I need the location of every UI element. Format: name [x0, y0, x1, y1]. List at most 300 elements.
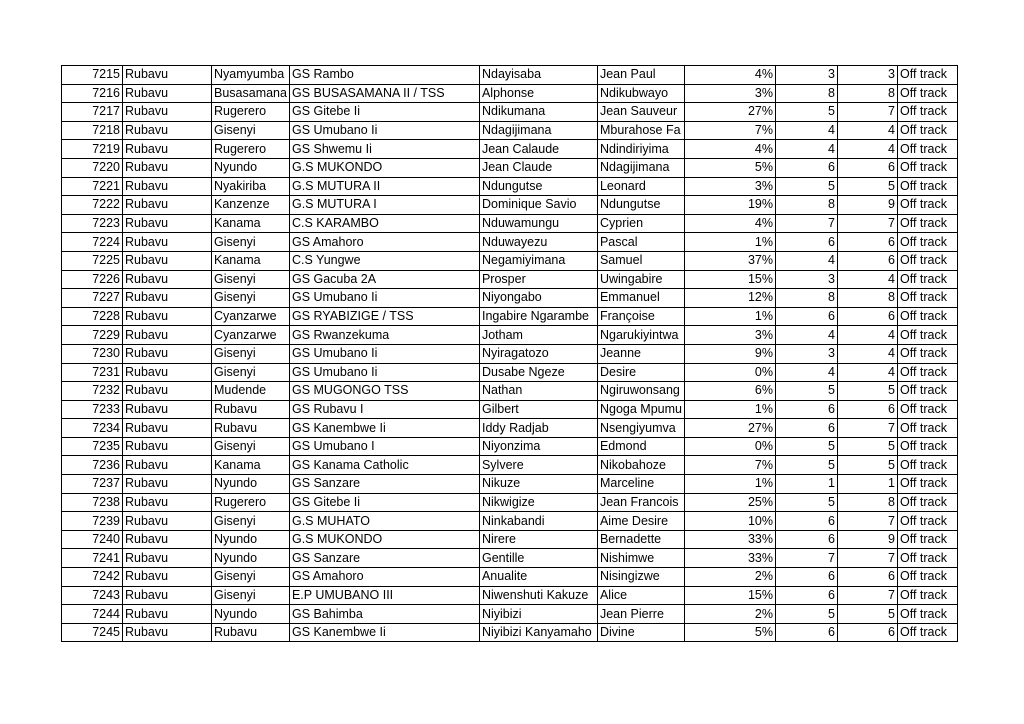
cell-first-name: Alphonse [479, 84, 597, 103]
cell-first-name: Nirere [479, 530, 597, 549]
cell-school: GS Umubano Ii [289, 289, 479, 308]
cell-sector: Kanama [212, 214, 290, 233]
cell-last-name: Jean Francois [597, 493, 684, 512]
cell-sector: Rubavu [212, 400, 290, 419]
cell-row-number: 7221 [62, 177, 123, 196]
cell-row-number: 7240 [62, 530, 123, 549]
cell-percentage: 1% [684, 400, 775, 419]
cell-score-a: 6 [775, 233, 837, 252]
cell-row-number: 7219 [62, 140, 123, 159]
cell-percentage: 1% [684, 307, 775, 326]
cell-score-a: 6 [775, 623, 837, 642]
table-row [62, 437, 958, 456]
cell-score-a: 5 [775, 493, 837, 512]
cell-status: Off track [897, 177, 957, 196]
cell-last-name: Divine [597, 623, 684, 642]
cell-status: Off track [897, 270, 957, 289]
cell-district: Rubavu [123, 605, 212, 624]
cell-score-a: 4 [775, 121, 837, 140]
cell-score-b: 5 [837, 177, 897, 196]
cell-score-b: 9 [837, 530, 897, 549]
cell-last-name: Bernadette [597, 530, 684, 549]
cell-district: Rubavu [123, 530, 212, 549]
table-row [62, 400, 958, 419]
cell-percentage: 19% [684, 196, 775, 215]
cell-score-b: 6 [837, 251, 897, 270]
cell-score-a: 6 [775, 568, 837, 587]
table-row [62, 475, 958, 494]
cell-row-number: 7232 [62, 382, 123, 401]
cell-last-name: Marceline [597, 475, 684, 494]
cell-score-a: 6 [775, 586, 837, 605]
table-row [62, 456, 958, 475]
cell-district: Rubavu [123, 289, 212, 308]
cell-sector: Gisenyi [212, 270, 290, 289]
cell-district: Rubavu [123, 568, 212, 587]
table-body [62, 66, 958, 642]
cell-school: GS Umubano Ii [289, 363, 479, 382]
table-row [62, 623, 958, 642]
cell-score-a: 6 [775, 530, 837, 549]
cell-score-a: 3 [775, 66, 837, 85]
cell-row-number: 7228 [62, 307, 123, 326]
cell-score-a: 8 [775, 289, 837, 308]
table-row [62, 289, 958, 308]
cell-row-number: 7243 [62, 586, 123, 605]
cell-sector: Busasamana [212, 84, 290, 103]
table-row [62, 84, 958, 103]
cell-percentage: 27% [684, 419, 775, 438]
cell-last-name: Ngoga Mpumu [597, 400, 684, 419]
cell-first-name: Niyibizi [479, 605, 597, 624]
table-row [62, 493, 958, 512]
cell-district: Rubavu [123, 623, 212, 642]
cell-last-name: Alice [597, 586, 684, 605]
cell-percentage: 3% [684, 177, 775, 196]
cell-row-number: 7223 [62, 214, 123, 233]
cell-school: GS Bahimba [289, 605, 479, 624]
cell-first-name: Gilbert [479, 400, 597, 419]
cell-score-a: 8 [775, 196, 837, 215]
cell-last-name: Françoise [597, 307, 684, 326]
cell-school: GS Amahoro [289, 233, 479, 252]
cell-score-b: 7 [837, 549, 897, 568]
cell-sector: Nyundo [212, 605, 290, 624]
cell-status: Off track [897, 363, 957, 382]
cell-first-name: Nduwayezu [479, 233, 597, 252]
cell-district: Rubavu [123, 84, 212, 103]
cell-row-number: 7224 [62, 233, 123, 252]
cell-first-name: Ndagijimana [479, 121, 597, 140]
cell-score-a: 3 [775, 270, 837, 289]
cell-district: Rubavu [123, 475, 212, 494]
cell-sector: Gisenyi [212, 568, 290, 587]
cell-status: Off track [897, 307, 957, 326]
table-row [62, 121, 958, 140]
table-row [62, 344, 958, 363]
cell-last-name: Nisingizwe [597, 568, 684, 587]
cell-school: GS Umubano Ii [289, 121, 479, 140]
table-row [62, 568, 958, 587]
cell-score-a: 5 [775, 605, 837, 624]
cell-score-a: 6 [775, 419, 837, 438]
cell-row-number: 7235 [62, 437, 123, 456]
cell-school: GS Sanzare [289, 475, 479, 494]
cell-status: Off track [897, 568, 957, 587]
cell-row-number: 7216 [62, 84, 123, 103]
cell-row-number: 7220 [62, 158, 123, 177]
cell-percentage: 7% [684, 121, 775, 140]
cell-sector: Rubavu [212, 419, 290, 438]
cell-sector: Rugerero [212, 140, 290, 159]
cell-percentage: 4% [684, 214, 775, 233]
cell-percentage: 4% [684, 66, 775, 85]
cell-district: Rubavu [123, 270, 212, 289]
cell-percentage: 2% [684, 605, 775, 624]
cell-status: Off track [897, 475, 957, 494]
cell-school: GS MUGONGO TSS [289, 382, 479, 401]
cell-status: Off track [897, 586, 957, 605]
cell-last-name: Jean Paul [597, 66, 684, 85]
cell-last-name: Ngiruwonsang [597, 382, 684, 401]
table-row [62, 158, 958, 177]
cell-row-number: 7226 [62, 270, 123, 289]
cell-status: Off track [897, 623, 957, 642]
cell-score-b: 4 [837, 326, 897, 345]
cell-last-name: Jeanne [597, 344, 684, 363]
cell-last-name: Nikobahoze [597, 456, 684, 475]
table-row [62, 419, 958, 438]
cell-percentage: 33% [684, 530, 775, 549]
cell-percentage: 1% [684, 233, 775, 252]
cell-sector: Gisenyi [212, 512, 290, 531]
cell-last-name: Nsengiyumva [597, 419, 684, 438]
cell-sector: Kanzenze [212, 196, 290, 215]
cell-percentage: 2% [684, 568, 775, 587]
cell-score-b: 3 [837, 66, 897, 85]
cell-row-number: 7236 [62, 456, 123, 475]
cell-sector: Rugerero [212, 103, 290, 122]
cell-status: Off track [897, 140, 957, 159]
cell-sector: Cyanzarwe [212, 307, 290, 326]
cell-sector: Nyundo [212, 158, 290, 177]
cell-school: G.S MUTURA II [289, 177, 479, 196]
table-row [62, 530, 958, 549]
cell-percentage: 9% [684, 344, 775, 363]
table-row [62, 605, 958, 624]
cell-school: C.S KARAMBO [289, 214, 479, 233]
cell-first-name: Niyongabo [479, 289, 597, 308]
cell-percentage: 7% [684, 456, 775, 475]
cell-school: G.S MUKONDO [289, 530, 479, 549]
cell-row-number: 7217 [62, 103, 123, 122]
cell-first-name: Prosper [479, 270, 597, 289]
cell-status: Off track [897, 382, 957, 401]
cell-school: E.P UMUBANO III [289, 586, 479, 605]
cell-sector: Nyakiriba [212, 177, 290, 196]
cell-status: Off track [897, 530, 957, 549]
table-row [62, 382, 958, 401]
cell-district: Rubavu [123, 233, 212, 252]
cell-last-name: Nishimwe [597, 549, 684, 568]
cell-last-name: Ngarukiyintwa [597, 326, 684, 345]
cell-score-b: 4 [837, 140, 897, 159]
cell-district: Rubavu [123, 437, 212, 456]
cell-first-name: Negamiyimana [479, 251, 597, 270]
cell-percentage: 33% [684, 549, 775, 568]
cell-first-name: Sylvere [479, 456, 597, 475]
cell-score-a: 8 [775, 84, 837, 103]
cell-score-b: 7 [837, 512, 897, 531]
cell-first-name: Nyiragatozo [479, 344, 597, 363]
table-row [62, 549, 958, 568]
cell-last-name: Emmanuel [597, 289, 684, 308]
cell-district: Rubavu [123, 549, 212, 568]
cell-percentage: 1% [684, 475, 775, 494]
cell-school: GS Rubavu I [289, 400, 479, 419]
table-row [62, 586, 958, 605]
cell-district: Rubavu [123, 419, 212, 438]
cell-score-b: 6 [837, 158, 897, 177]
cell-percentage: 4% [684, 140, 775, 159]
cell-percentage: 10% [684, 512, 775, 531]
cell-first-name: Niwenshuti Kakuze [479, 586, 597, 605]
cell-sector: Kanama [212, 251, 290, 270]
cell-row-number: 7233 [62, 400, 123, 419]
table-row [62, 177, 958, 196]
cell-row-number: 7229 [62, 326, 123, 345]
cell-last-name: Desire [597, 363, 684, 382]
cell-score-a: 6 [775, 400, 837, 419]
cell-row-number: 7231 [62, 363, 123, 382]
cell-row-number: 7244 [62, 605, 123, 624]
cell-last-name: Jean Pierre [597, 605, 684, 624]
cell-sector: Gisenyi [212, 289, 290, 308]
cell-sector: Gisenyi [212, 586, 290, 605]
cell-score-a: 1 [775, 475, 837, 494]
cell-last-name: Ndikubwayo [597, 84, 684, 103]
cell-score-a: 5 [775, 382, 837, 401]
cell-sector: Gisenyi [212, 121, 290, 140]
cell-percentage: 3% [684, 326, 775, 345]
cell-first-name: Nduwamungu [479, 214, 597, 233]
cell-score-b: 5 [837, 456, 897, 475]
cell-first-name: Ndikumana [479, 103, 597, 122]
cell-row-number: 7225 [62, 251, 123, 270]
cell-score-b: 6 [837, 400, 897, 419]
cell-status: Off track [897, 326, 957, 345]
table-row [62, 140, 958, 159]
cell-row-number: 7242 [62, 568, 123, 587]
table-row [62, 233, 958, 252]
cell-last-name: Jean Sauveur [597, 103, 684, 122]
cell-percentage: 5% [684, 623, 775, 642]
cell-last-name: Aime Desire [597, 512, 684, 531]
cell-school: GS Shwemu Ii [289, 140, 479, 159]
cell-last-name: Samuel [597, 251, 684, 270]
cell-first-name: Nathan [479, 382, 597, 401]
cell-score-a: 7 [775, 214, 837, 233]
cell-score-b: 4 [837, 270, 897, 289]
cell-first-name: Jean Claude [479, 158, 597, 177]
cell-school: GS RYABIZIGE / TSS [289, 307, 479, 326]
cell-school: G.S MUHATO [289, 512, 479, 531]
cell-score-a: 4 [775, 251, 837, 270]
cell-district: Rubavu [123, 586, 212, 605]
cell-district: Rubavu [123, 400, 212, 419]
cell-score-b: 6 [837, 623, 897, 642]
cell-sector: Nyamyumba [212, 66, 290, 85]
table-row [62, 103, 958, 122]
cell-percentage: 15% [684, 586, 775, 605]
cell-first-name: Nikwigize [479, 493, 597, 512]
cell-district: Rubavu [123, 382, 212, 401]
cell-status: Off track [897, 251, 957, 270]
cell-first-name: Anualite [479, 568, 597, 587]
cell-row-number: 7238 [62, 493, 123, 512]
cell-score-a: 5 [775, 103, 837, 122]
cell-first-name: Iddy Radjab [479, 419, 597, 438]
cell-district: Rubavu [123, 121, 212, 140]
cell-first-name: Dusabe Ngeze [479, 363, 597, 382]
cell-last-name: Ndungutse [597, 196, 684, 215]
cell-percentage: 3% [684, 84, 775, 103]
table-row [62, 307, 958, 326]
cell-status: Off track [897, 121, 957, 140]
cell-sector: Mudende [212, 382, 290, 401]
cell-sector: Cyanzarwe [212, 326, 290, 345]
cell-school: GS Kanama Catholic [289, 456, 479, 475]
table-row [62, 214, 958, 233]
cell-school: C.S Yungwe [289, 251, 479, 270]
cell-score-b: 1 [837, 475, 897, 494]
table-row [62, 270, 958, 289]
cell-school: GS Rwanzekuma [289, 326, 479, 345]
cell-sector: Gisenyi [212, 437, 290, 456]
cell-score-a: 5 [775, 177, 837, 196]
cell-score-a: 6 [775, 512, 837, 531]
cell-score-a: 5 [775, 437, 837, 456]
cell-score-a: 7 [775, 549, 837, 568]
cell-school: G.S MUTURA I [289, 196, 479, 215]
cell-district: Rubavu [123, 363, 212, 382]
table-row [62, 251, 958, 270]
cell-sector: Gisenyi [212, 233, 290, 252]
cell-first-name: Jotham [479, 326, 597, 345]
cell-row-number: 7222 [62, 196, 123, 215]
cell-percentage: 0% [684, 363, 775, 382]
cell-score-b: 4 [837, 344, 897, 363]
cell-score-b: 4 [837, 121, 897, 140]
cell-first-name: Niyibizi Kanyamaho [479, 623, 597, 642]
cell-percentage: 15% [684, 270, 775, 289]
cell-percentage: 37% [684, 251, 775, 270]
cell-first-name: Ndayisaba [479, 66, 597, 85]
cell-last-name: Uwingabire [597, 270, 684, 289]
cell-score-a: 4 [775, 326, 837, 345]
cell-score-b: 6 [837, 307, 897, 326]
cell-score-b: 9 [837, 196, 897, 215]
cell-district: Rubavu [123, 140, 212, 159]
cell-score-b: 4 [837, 363, 897, 382]
cell-row-number: 7241 [62, 549, 123, 568]
cell-district: Rubavu [123, 177, 212, 196]
cell-district: Rubavu [123, 66, 212, 85]
cell-first-name: Jean Calaude [479, 140, 597, 159]
cell-status: Off track [897, 233, 957, 252]
cell-district: Rubavu [123, 103, 212, 122]
cell-percentage: 25% [684, 493, 775, 512]
cell-score-a: 4 [775, 363, 837, 382]
cell-first-name: Nikuze [479, 475, 597, 494]
cell-status: Off track [897, 66, 957, 85]
cell-last-name: Leonard [597, 177, 684, 196]
cell-school: GS Sanzare [289, 549, 479, 568]
cell-first-name: Ingabire Ngarambe [479, 307, 597, 326]
cell-last-name: Mburahose Fa [597, 121, 684, 140]
cell-district: Rubavu [123, 344, 212, 363]
cell-sector: Rugerero [212, 493, 290, 512]
table-row [62, 363, 958, 382]
cell-score-a: 6 [775, 158, 837, 177]
cell-district: Rubavu [123, 196, 212, 215]
cell-status: Off track [897, 512, 957, 531]
cell-status: Off track [897, 289, 957, 308]
cell-district: Rubavu [123, 307, 212, 326]
cell-sector: Gisenyi [212, 363, 290, 382]
cell-first-name: Dominique Savio [479, 196, 597, 215]
cell-percentage: 5% [684, 158, 775, 177]
cell-status: Off track [897, 437, 957, 456]
table-row [62, 196, 958, 215]
cell-status: Off track [897, 84, 957, 103]
cell-sector: Nyundo [212, 475, 290, 494]
cell-score-b: 6 [837, 233, 897, 252]
cell-district: Rubavu [123, 251, 212, 270]
cell-row-number: 7237 [62, 475, 123, 494]
cell-row-number: 7215 [62, 66, 123, 85]
cell-score-b: 8 [837, 493, 897, 512]
cell-score-a: 5 [775, 456, 837, 475]
cell-percentage: 0% [684, 437, 775, 456]
cell-score-b: 5 [837, 605, 897, 624]
cell-school: GS Umubano Ii [289, 344, 479, 363]
cell-sector: Rubavu [212, 623, 290, 642]
cell-status: Off track [897, 103, 957, 122]
cell-status: Off track [897, 549, 957, 568]
cell-district: Rubavu [123, 456, 212, 475]
cell-score-b: 8 [837, 289, 897, 308]
cell-school: GS Gacuba 2A [289, 270, 479, 289]
cell-school: GS Gitebe Ii [289, 493, 479, 512]
cell-status: Off track [897, 214, 957, 233]
cell-percentage: 6% [684, 382, 775, 401]
cell-district: Rubavu [123, 493, 212, 512]
cell-last-name: Ndagijimana [597, 158, 684, 177]
cell-score-a: 6 [775, 307, 837, 326]
cell-row-number: 7227 [62, 289, 123, 308]
cell-row-number: 7245 [62, 623, 123, 642]
cell-school: GS BUSASAMANA II / TSS [289, 84, 479, 103]
cell-status: Off track [897, 493, 957, 512]
cell-score-b: 7 [837, 103, 897, 122]
cell-last-name: Edmond [597, 437, 684, 456]
cell-status: Off track [897, 456, 957, 475]
table-row [62, 512, 958, 531]
cell-percentage: 27% [684, 103, 775, 122]
cell-row-number: 7239 [62, 512, 123, 531]
table-row [62, 326, 958, 345]
